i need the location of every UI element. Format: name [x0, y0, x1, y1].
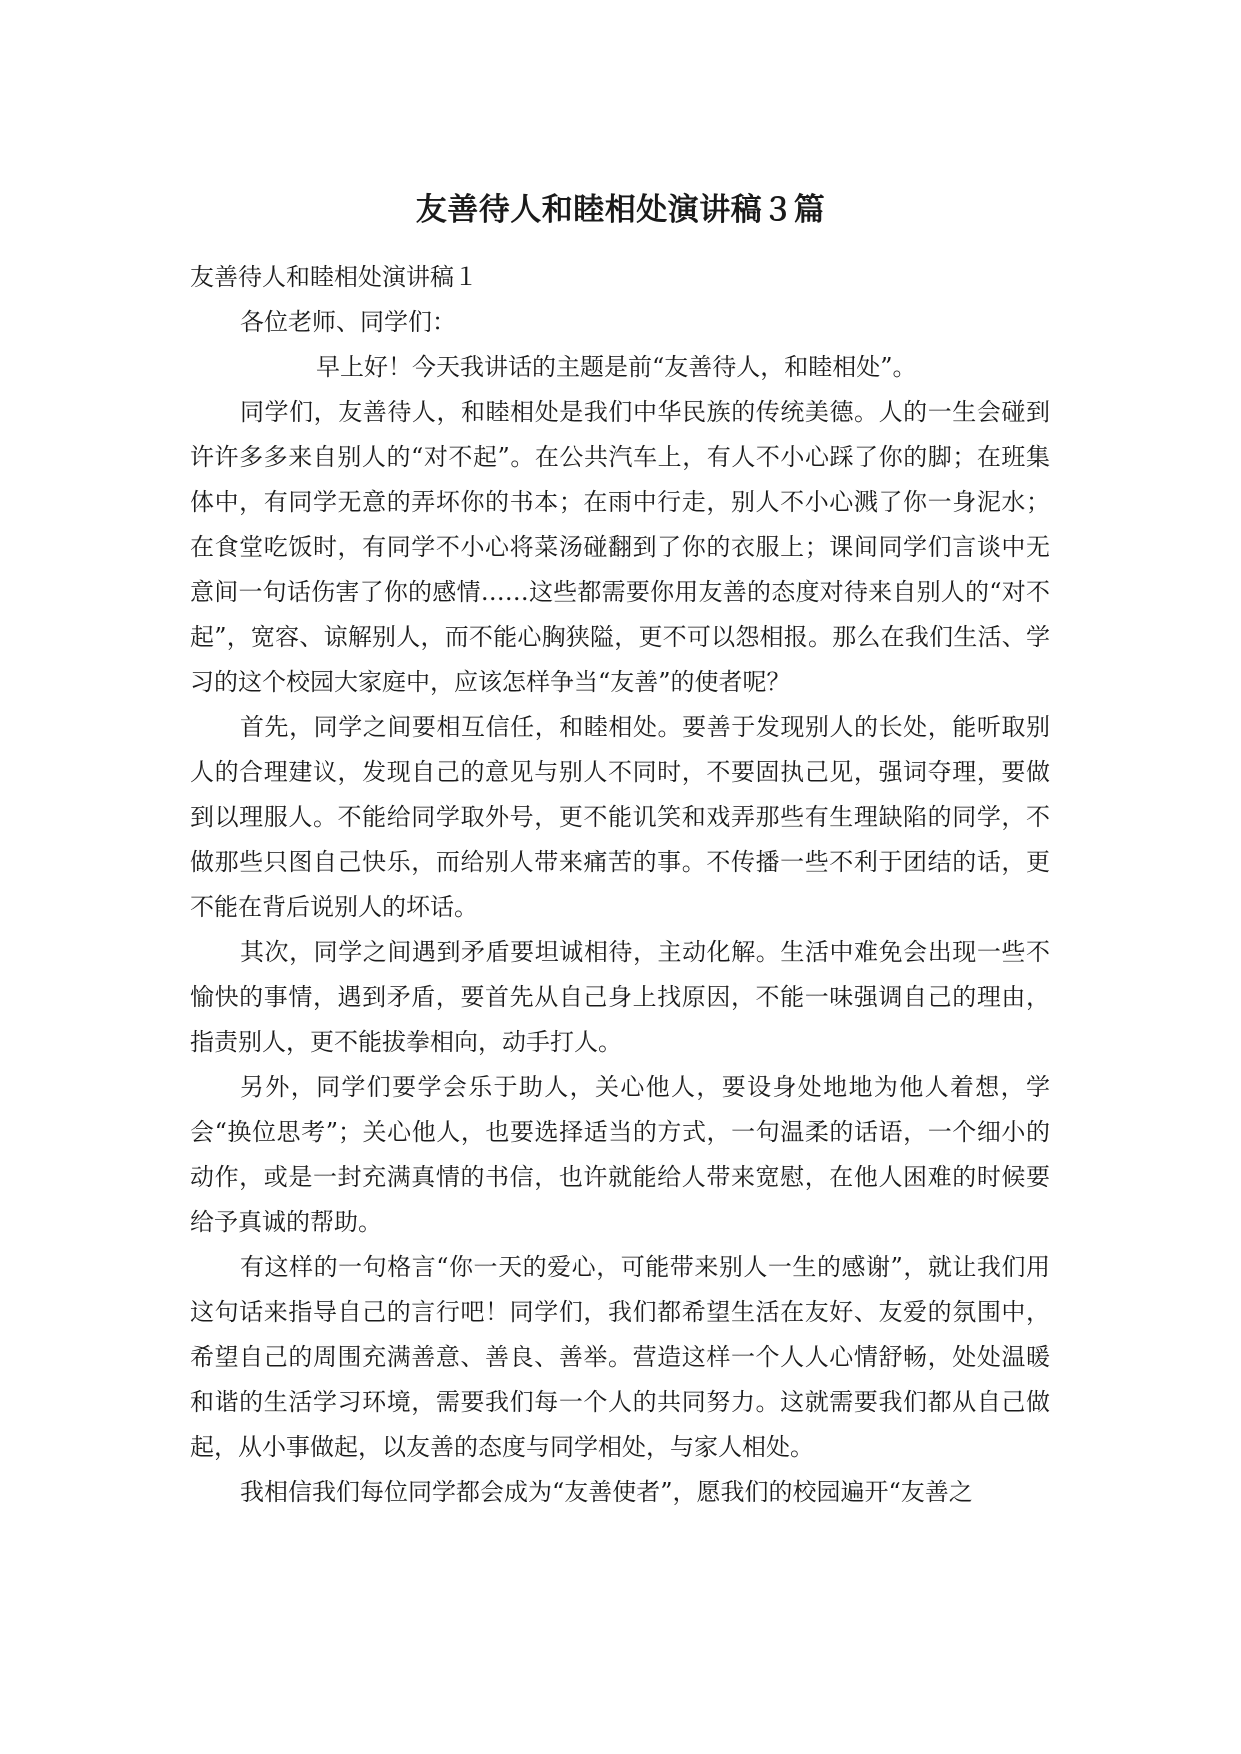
document-body	[190, 255, 1050, 1515]
greeting: 早上好！今天我讲话的主题是前“友善待人，和睦相处”。	[316, 353, 917, 381]
document-title: 友善待人和睦相处演讲稿３篇	[415, 192, 826, 228]
body-paragraph: 另外，同学们要学会乐于助人，关心他人，要设身处地地为他人着想，学会“换位思考”；关心他人，也要选择适当的方式，一句温柔的话语，一个细小的动作，或是一封充满真情的书信，也许就能给人带来宽慰，在他人困难的时候要给予真诚的帮助。	[190, 1073, 1050, 1236]
body-paragraph: 同学们，友善待人，和睦相处是我们中华民族的传统美德。人的一生会碰到许许多多来自别人的“对不起”。在公共汽车上，有人不小心踩了你的脚；在班集体中，有同学无意的弄坏你的书本；在雨中行走，别人不小心溅了你一身泥水；在食堂吃饭时，有同学不小心将菜汤碰翻到了你的衣服上；课间同学们言谈中无意间一句话伤害了你的感情……这些都需要你用友善的态度对待来自别人的“对不起”，宽容、谅解别人，而不能心胸狭隘，更不可以怨相报。那么在我们生活、学习的这个校园大家庭中，应该怎样争当“友善”的使者呢？	[190, 398, 1050, 696]
body-paragraph: 其次，同学之间遇到矛盾要坦诚相待，主动化解。生活中难免会出现一些不愉快的事情，遇到矛盾，要首先从自己身上找原因，不能一味强调自己的理由，指责别人，更不能拔拳相向，动手打人。	[190, 938, 1050, 1056]
section-title: 友善待人和睦相处演讲稿１	[190, 263, 478, 291]
salutation: 各位老师、同学们：	[240, 308, 456, 336]
body-paragraph: 首先，同学之间要相互信任，和睦相处。要善于发现别人的长处，能听取别人的合理建议，发现自己的意见与别人不同时，不要固执己见，强词夺理，要做到以理服人。不能给同学取外号，更不能讥笑和戏弄那些有生理缺陷的同学，不做那些只图自己快乐，而给别人带来痛苦的事。不传播一些不利于团结的话，更不能在背后说别人的坏话。	[190, 713, 1050, 921]
body-paragraph: 我相信我们每位同学都会成为“友善使者”，愿我们的校园遍开“友善之	[240, 1478, 973, 1506]
body-paragraph: 有这样的一句格言“你一天的爱心，可能带来别人一生的感谢”，就让我们用这句话来指导自己的言行吧！同学们，我们都希望生活在友好、友爱的氛围中，希望自己的周围充满善意、善良、善举。营造这样一个人人心情舒畅，处处温暖和谐的生活学习环境，需要我们每一个人的共同努力。这就需要我们都从自己做起，从小事做起，以友善的态度与同学相处，与家人相处。	[190, 1253, 1050, 1461]
